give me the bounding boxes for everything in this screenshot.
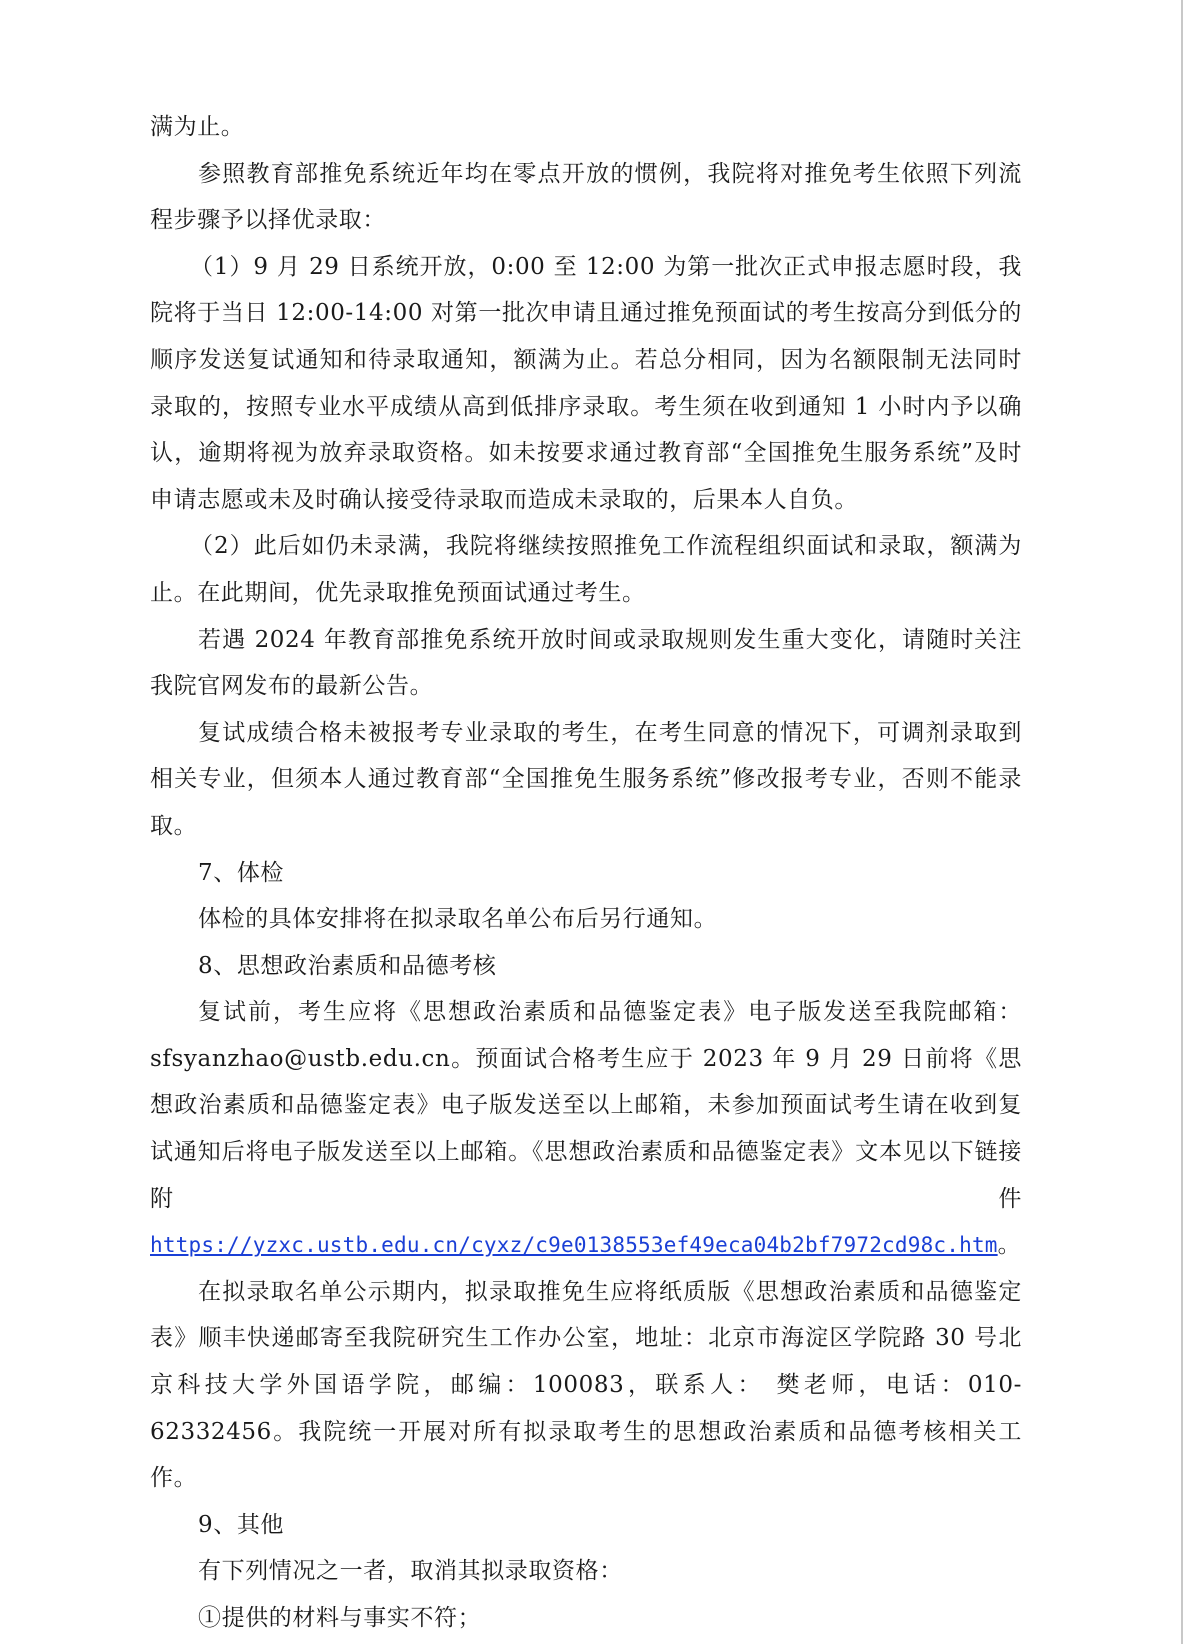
paragraph-mailing-address: 在拟录取名单公示期内，拟录取推免生应将纸质版《思想政治素质和品德鉴定表》顺丰快递邮寄至我院研究生工作办公室，地址：北京市海淀区学院路 30 号北京科技大学外国语学院，邮编：100083，联系人： 樊老师，电话：010-62332456。我院统一开展对所有拟录取考生的思想政治素质和品德考核相关工作。	[150, 1278, 1022, 1492]
paragraph-moral-assessment-email	[150, 989, 1022, 1269]
paragraph-adjustment: 复试成绩合格未被报考专业录取的考生，在考生同意的情况下，可调剂录取到相关专业，但须本人通过教育部“全国推免生服务系统”修改报考专业，否则不能录取。	[150, 719, 1022, 839]
paragraph-rule-change: 若遇 2024 年教育部推免系统开放时间或录取规则发生重大变化，请随时关注我院官网发布的最新公告。	[150, 626, 1022, 700]
paragraph-continuation: 满为止。	[150, 114, 245, 140]
sentence-end: 。	[997, 1232, 1022, 1259]
heading-other: 9、其他	[198, 1511, 285, 1538]
heading-physical-exam: 7、体检	[198, 859, 285, 886]
attachment-link[interactable]: https://yzxc.ustb.edu.cn/cyxz/c9e0138553ef49eca04b2bf7972cd98c.htm	[150, 1233, 998, 1258]
document-body	[150, 104, 1022, 1642]
moral-assessment-text: 复试前，考生应将《思想政治素质和品德鉴定表》电子版发送至我院邮箱：sfsyanzhao@ustb.edu.cn。预面试合格考生应于 2023 年 9 月 29 日前将《思想政治素质和品德鉴定表》电子版发送至以上邮箱，未参加预面试考生请在收到复试通知后将电子版发送至以上邮箱。《思想政治素质和品德鉴定表》文本见以下链接附件	[150, 999, 1022, 1212]
heading-moral-assessment: 8、思想政治素质和品德考核	[198, 952, 497, 979]
paragraph-physical-exam: 体检的具体安排将在拟录取名单公布后另行通知。	[198, 906, 718, 933]
list-item-false-materials: ①提供的材料与事实不符；	[198, 1605, 482, 1631]
paragraph-step-2: （2）此后如仍未录满，我院将继续按照推免工作流程组织面试和录取，额满为止。在此期间，优先录取推免预面试通过考生。	[150, 533, 1022, 606]
paragraph-step-1: （1）9 月 29 日系统开放，0:00 至 12:00 为第一批次正式申报志愿时段，我院将于当日 12:00-14:00 对第一批次申请且通过推免预面试的考生按高分到低分的顺序发送复试通知和待录取通知，额满为止。若总分相同，因为名额限制无法同时录取的，按照专业水平成绩从高到低排序录取。考生须在收到通知 1 小时内予以确认，逾期将视为放弃录取资格。如未按要求通过教育部“全国推免生服务系统”及时申请志愿或未及时确认接受待录取而造成未录取的，后果本人自负。	[150, 253, 1022, 513]
paragraph-admission-procedure: 参照教育部推免系统近年均在零点开放的惯例，我院将对推免考生依照下列流程步骤予以择优录取：	[150, 160, 1022, 234]
paragraph-disqualification: 有下列情况之一者，取消其拟录取资格：	[198, 1558, 623, 1585]
